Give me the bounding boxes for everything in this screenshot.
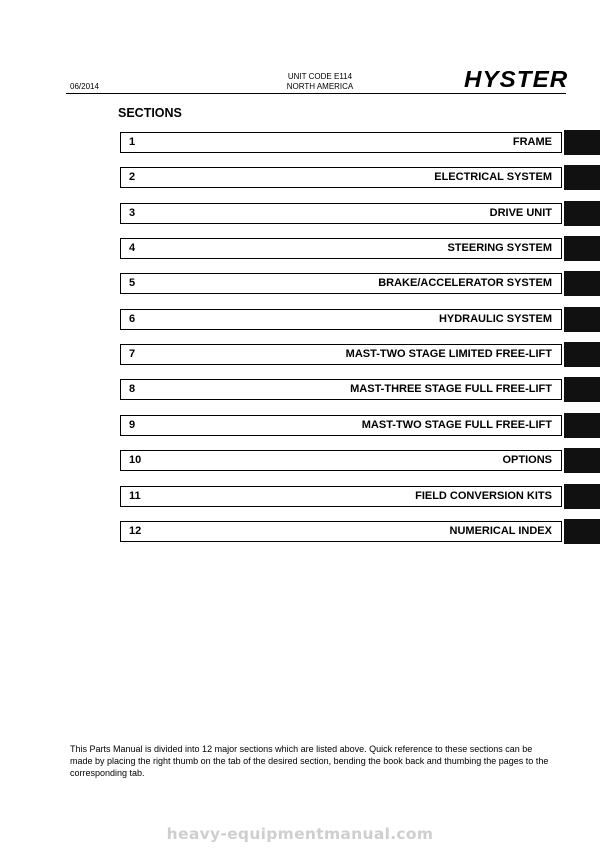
section-row[interactable] <box>120 344 562 365</box>
section-row[interactable] <box>120 309 562 330</box>
section-name: BRAKE/ACCELERATOR SYSTEM <box>378 277 552 289</box>
section-number: 6 <box>129 313 136 325</box>
section-thumb-tab[interactable] <box>564 519 600 544</box>
sections-title: SECTIONS <box>118 106 182 120</box>
section-row[interactable] <box>120 450 562 471</box>
section-row[interactable] <box>120 379 562 400</box>
section-name: DRIVE UNIT <box>489 207 552 219</box>
section-thumb-tab[interactable] <box>564 236 600 261</box>
section-thumb-tab[interactable] <box>564 130 600 155</box>
section-thumb-tab[interactable] <box>564 201 600 226</box>
unit-info <box>230 72 410 92</box>
section-number: 8 <box>129 383 136 395</box>
header-rule <box>66 93 566 94</box>
section-name: MAST-THREE STAGE FULL FREE-LIFT <box>350 383 552 395</box>
footer-text: This Parts Manual is divided into 12 major sections which are listed above. Quick reference to these sections can be made by placing the right thumb on the tab of the desired section, bending the book back and thumbing the pages to the corresponding tab. <box>70 744 549 778</box>
section-thumb-tab[interactable] <box>564 377 600 402</box>
section-row[interactable] <box>120 203 562 224</box>
section-row[interactable] <box>120 132 562 153</box>
section-number: 3 <box>129 207 136 219</box>
section-row[interactable] <box>120 521 562 542</box>
section-thumb-tab[interactable] <box>564 484 600 509</box>
unit-code: UNIT CODE E114 <box>287 72 353 81</box>
section-thumb-tab[interactable] <box>564 448 600 473</box>
section-thumb-tab[interactable] <box>564 271 600 296</box>
section-row[interactable] <box>120 415 562 436</box>
section-number: 5 <box>129 277 136 289</box>
section-number: 12 <box>129 525 142 537</box>
section-name: ELECTRICAL SYSTEM <box>434 171 552 183</box>
section-name: STEERING SYSTEM <box>447 242 552 254</box>
section-name: NUMERICAL INDEX <box>449 525 552 537</box>
section-number: 9 <box>129 419 136 431</box>
section-number: 4 <box>129 242 136 254</box>
section-name: FRAME <box>512 136 552 148</box>
region: NORTH AMERICA <box>286 82 354 91</box>
section-name: FIELD CONVERSION KITS <box>415 490 552 502</box>
section-thumb-tab[interactable] <box>564 413 600 438</box>
section-name: MAST-TWO STAGE FULL FREE-LIFT <box>361 419 552 431</box>
section-number: 1 <box>129 136 136 148</box>
section-thumb-tab[interactable] <box>564 307 600 332</box>
hyster-logo: HYSTER <box>464 66 569 92</box>
section-number: 11 <box>129 490 141 502</box>
section-thumb-tab[interactable] <box>564 165 600 190</box>
section-number: 7 <box>129 348 136 360</box>
section-number: 10 <box>129 454 142 466</box>
section-row[interactable] <box>120 486 562 507</box>
watermark: heavy-equipmentmanual.com <box>166 825 434 843</box>
section-name: MAST-TWO STAGE LIMITED FREE-LIFT <box>345 348 552 360</box>
date-label: 06/2014 <box>70 82 99 91</box>
section-name: OPTIONS <box>502 454 552 466</box>
section-row[interactable] <box>120 167 562 188</box>
section-row[interactable] <box>120 238 562 259</box>
section-number: 2 <box>129 171 136 183</box>
section-row[interactable] <box>120 273 562 294</box>
section-name: HYDRAULIC SYSTEM <box>438 313 552 325</box>
section-thumb-tab[interactable] <box>564 342 600 367</box>
